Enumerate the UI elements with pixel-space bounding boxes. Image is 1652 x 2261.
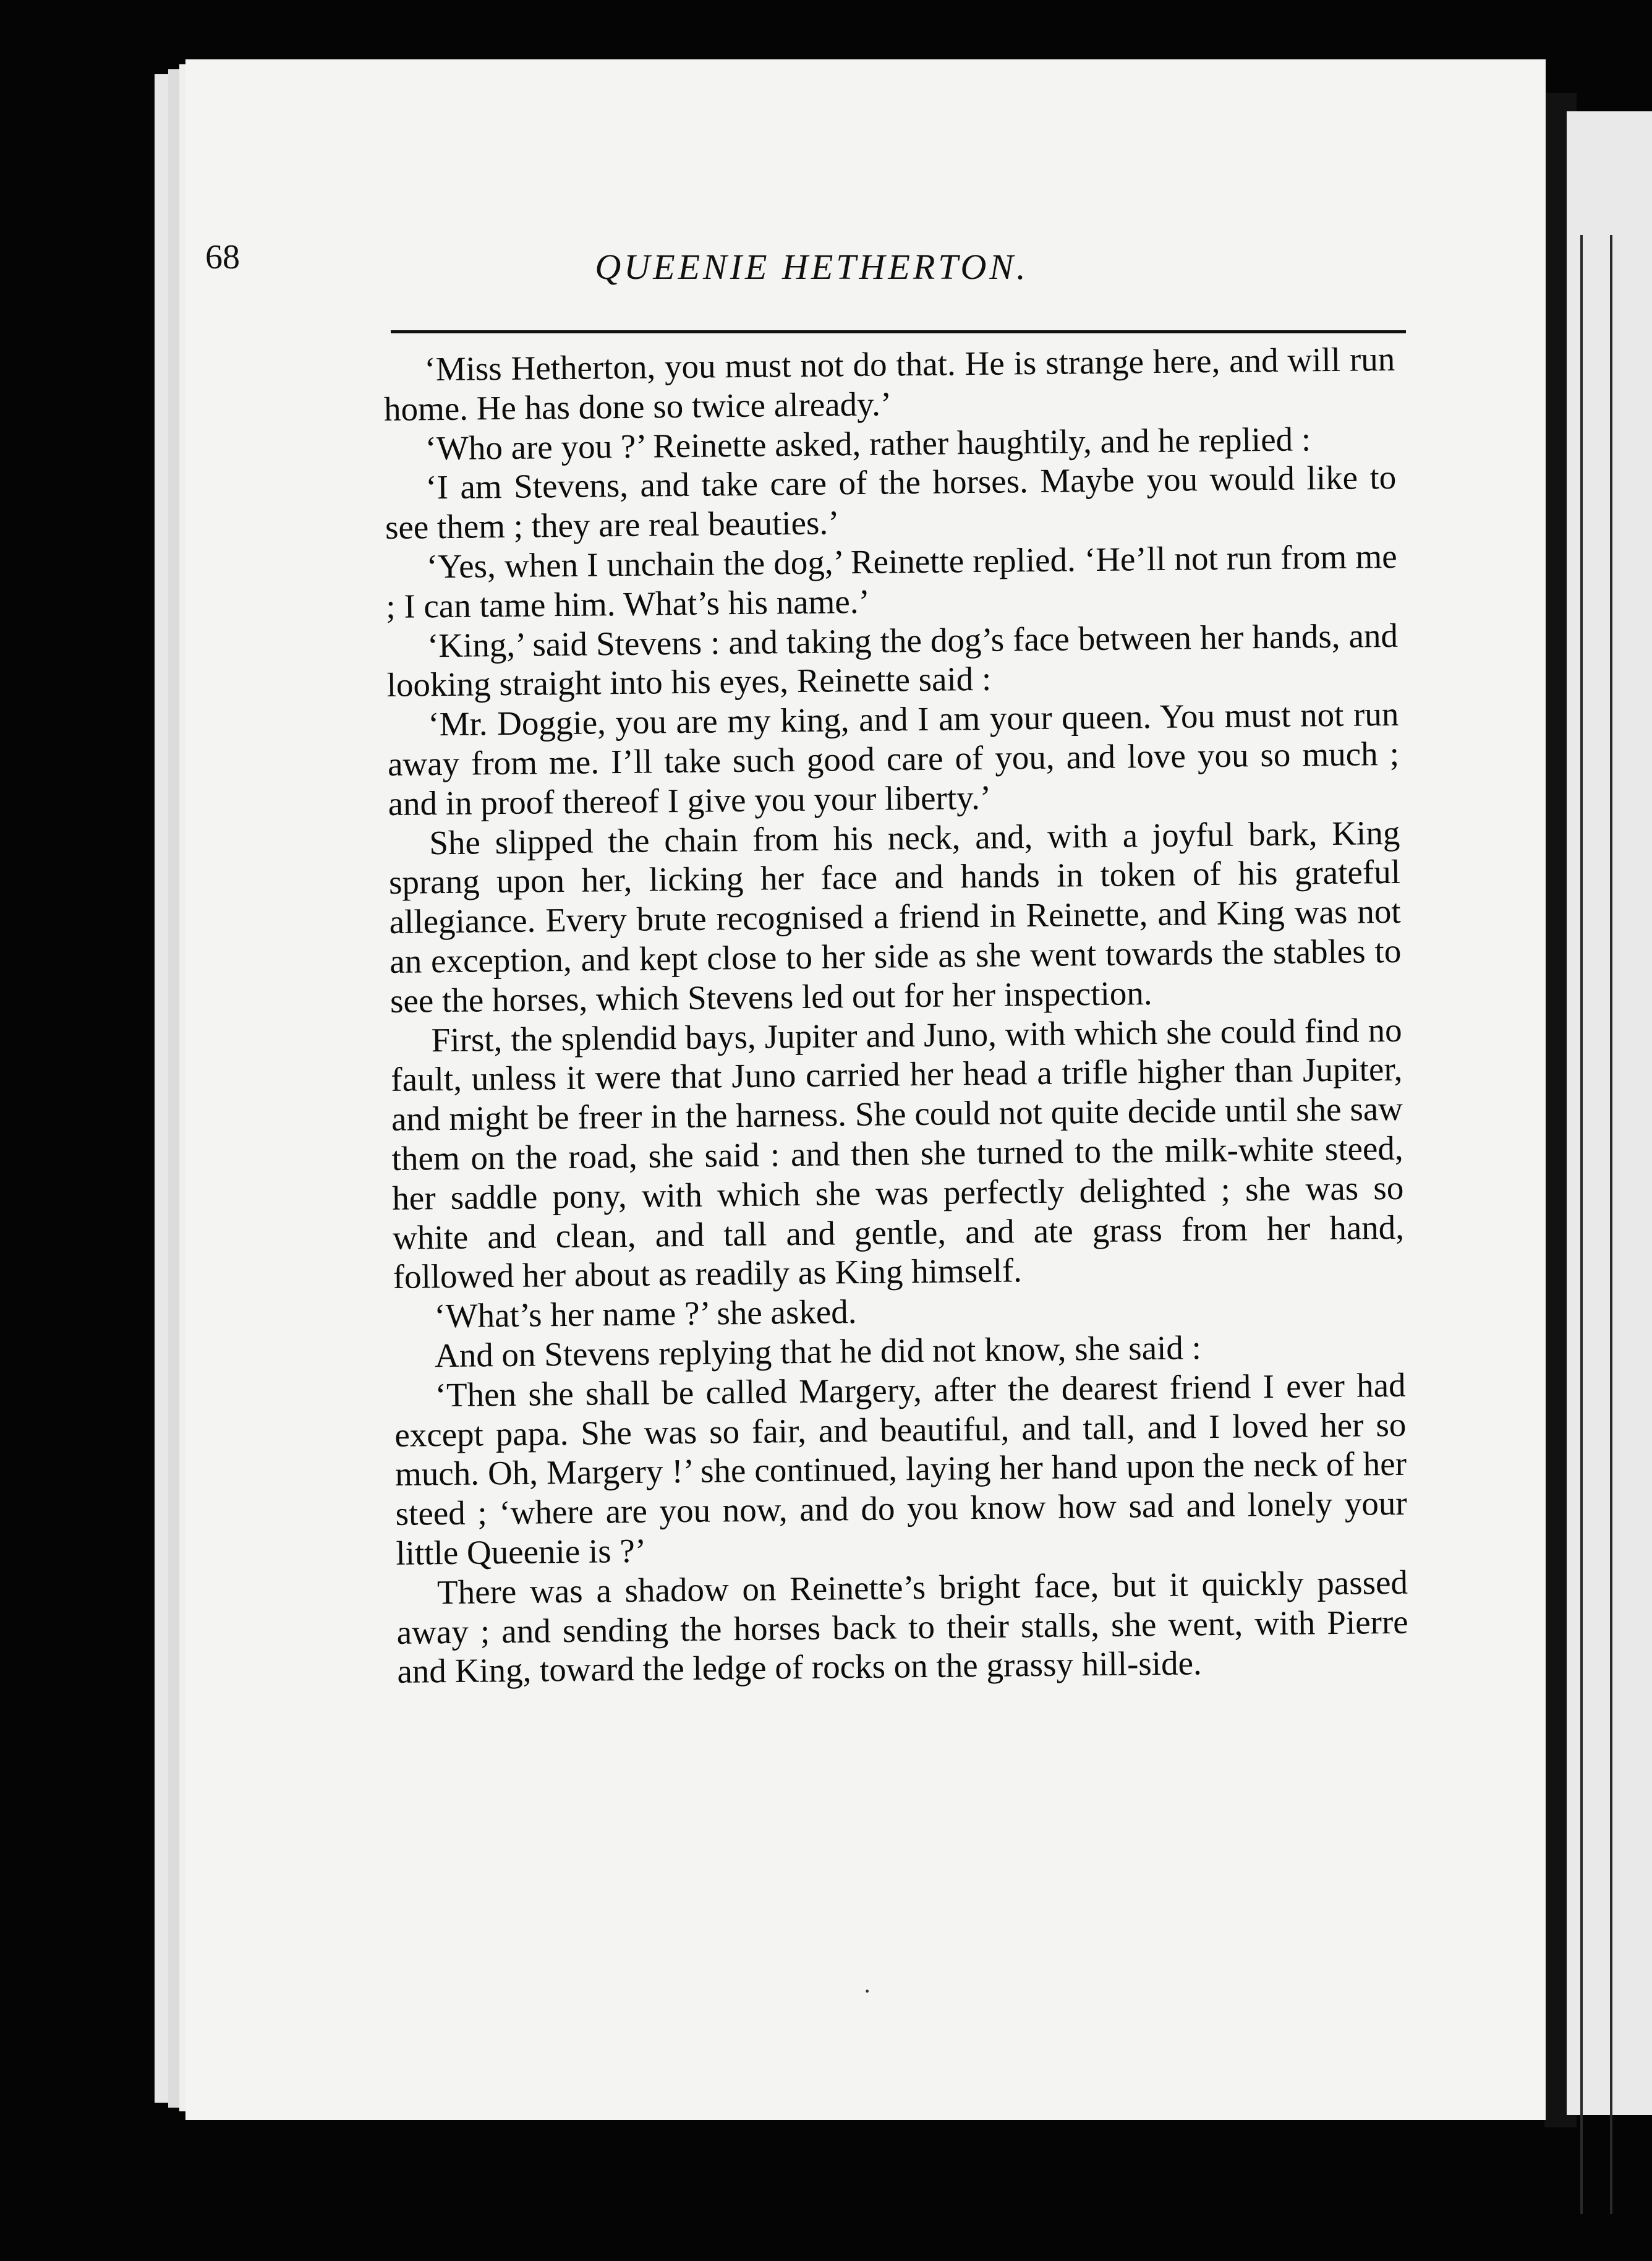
paragraph: And on Stevens replying that he did not know, she said : (434, 1328, 1202, 1375)
paragraph: There was a shadow on Reinette’s bright face, but it quickly passed away ; and sending the horses back to their stalls, she went, with Pierre and King, toward the ledge of rocks on the grassy hill-side. (396, 1563, 1408, 1691)
paragraph: First, the splendid bays, Jupiter and Juno, with which she could find no fault, unless it were that Juno carried her head a trifle higher than Jupiter, and might be freer in the harness. She could not quite decide until she saw them on the road, she said : and then she turned to the milk-white steed, her saddle pony, with which she was perfectly delighted ; she was so white and clean, and tall and gentle, and ate grass from her hand, followed her about as readily as King himself. (391, 1011, 1405, 1296)
paragraph: ‘Then she shall be called Margery, after the dearest friend I ever had except papa. She was so fair, and beautiful, and tall, and I loved her so much. Oh, Margery !’ she continued, laying her hand upon the neck of her steed ; ‘where are you now, and do you know how sad and lonely your little Queenie is ?’ (394, 1366, 1407, 1572)
facing-page-edge (1567, 111, 1652, 2115)
paragraph: ‘I am Stevens, and take care of the horses. Maybe you would like to see them ; they are real beauties.’ (385, 458, 1397, 547)
running-title: QUEENIE HETHERTON. (595, 247, 1029, 287)
paragraph: ‘Miss Hetherton, you must not do that. He is strange here, and will run home. He has done so twice already.’ (383, 340, 1395, 428)
paragraph: ‘King,’ said Stevens : and taking the dog’s face between her hands, and looking straight into his eyes, Reinette said : (386, 616, 1399, 704)
paragraph: ‘What’s her name ?’ she asked. (434, 1293, 857, 1335)
paragraph: She slipped the chain from his neck, and, with a joyful bark, King sprang upon her, licking her face and hands in token of his grateful allegiance. Every brute recognised a friend in Reinette, and King was not an exception, and kept close to her side as she went towards the stables to see the horses, which Stevens led out for her inspection. (388, 813, 1402, 1020)
paragraph: ‘Who are you ?’ Reinette asked, rather haughtily, and he replied : (425, 419, 1311, 467)
header-rule (391, 330, 1406, 333)
page-header (205, 186, 1418, 287)
paragraph: ‘Yes, when I unchain the dog,’ Reinette replied. ‘He’ll not run from me ; I can tame him. What’s his name.’ (386, 537, 1397, 625)
body-text (383, 340, 1409, 1691)
scan-speck: · (863, 1977, 872, 2005)
page-number: 68 (205, 238, 240, 276)
paragraph: ‘Mr. Doggie, you are my king, and I am your queen. You must not run away from me. I’ll take such good care of you, and love you so much ; and in proof thereof I give you your liberty.’ (387, 695, 1400, 823)
